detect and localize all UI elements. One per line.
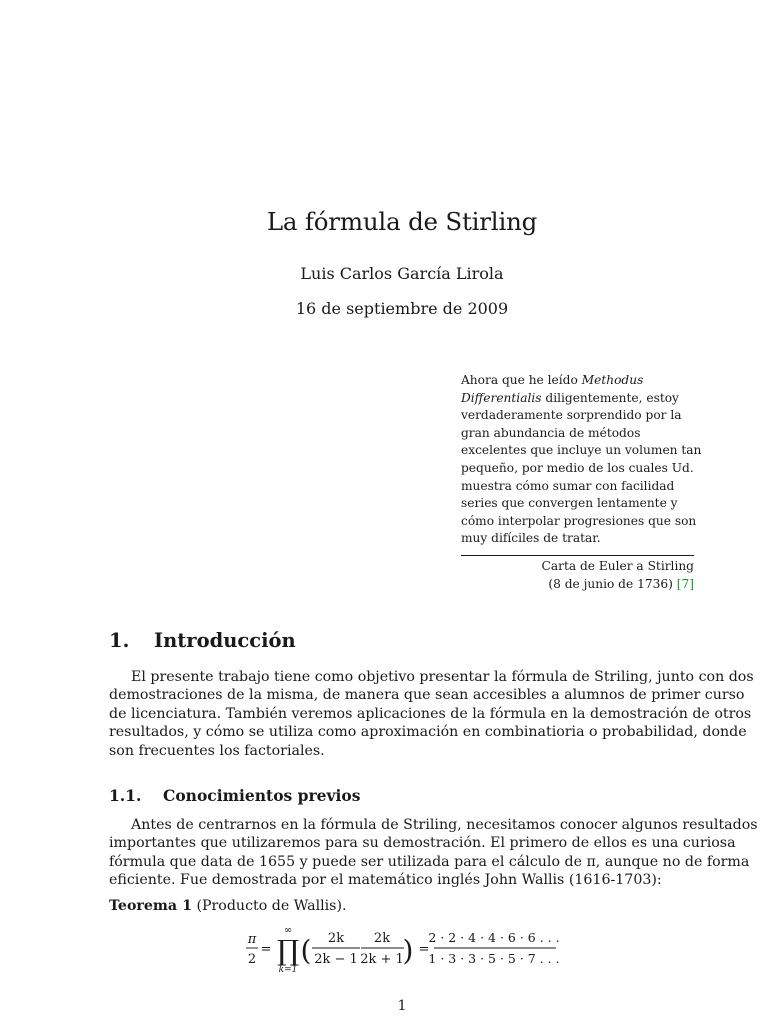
formula-lower-limit: k=1 xyxy=(278,965,298,973)
formula-den1: 2k − 1 xyxy=(314,952,358,967)
theorem-name: (Producto de Wallis). xyxy=(191,898,347,914)
section-title: Introducción xyxy=(154,629,296,652)
subsection-number: 1.1. xyxy=(109,786,142,805)
theorem-label: Teorema 1 xyxy=(109,898,192,914)
prerequisites-paragraph: Antes de centrarnos en la fórmula de Striling, necesitamos conocer algunos resultados importantes que utilizaremos para su demostración. El primero de ellos es una curiosa fórmula que data de 1655 y puede ser utilizada para el cálculo de π, aunque no de forma eficiente. Fue demostrada por el matemático inglés John Wallis (1616-1703): xyxy=(109,817,758,889)
formula-left-paren: ( xyxy=(300,934,312,967)
formula-upper-limit: ∞ xyxy=(283,925,293,936)
epigraph-line: gran abundancia de métodos xyxy=(461,425,641,440)
product-symbol: ∏ xyxy=(276,934,300,967)
wallis-product-formula xyxy=(244,925,564,973)
citation-link[interactable]: [7] xyxy=(676,576,694,591)
epigraph-line: muestra cómo sumar con facilidad xyxy=(461,478,675,493)
epigraph-quote xyxy=(461,372,702,548)
epigraph-line: series que convergen lentamente y xyxy=(461,496,678,511)
document-title: La fórmula de Stirling xyxy=(266,207,538,236)
formula-two: 2 xyxy=(247,952,257,967)
section-heading xyxy=(109,629,296,652)
formula-equals-2: = xyxy=(418,942,430,957)
formula-den2: 2k + 1 xyxy=(360,952,404,967)
page-number: 1 xyxy=(397,998,407,1014)
subsection-title: Conocimientos previos xyxy=(163,786,361,805)
epigraph-line: Ahora que he leído Methodus xyxy=(461,373,644,387)
book-title: Differentialis xyxy=(461,390,542,405)
epigraph-line: muy difíciles de tratar. xyxy=(461,531,601,546)
theorem-statement xyxy=(109,898,347,914)
document-author: Luis Carlos García Lirola xyxy=(300,264,504,283)
formula-num2: 2k xyxy=(373,931,391,946)
formula-equals-1: = xyxy=(260,942,272,957)
formula-rhs-den: 1 · 3 · 3 · 5 · 5 · 7 . . . xyxy=(428,951,560,966)
section-number: 1. xyxy=(109,629,130,652)
document-date: 16 de septiembre de 2009 xyxy=(295,299,509,318)
epigraph-divider xyxy=(461,555,694,556)
subsection-heading xyxy=(109,786,360,805)
epigraph-line: Differentialis diligentemente, estoy xyxy=(461,390,679,405)
formula-pi: π xyxy=(247,932,257,947)
epigraph-attribution: Carta de Euler a Stirling (8 de junio de 1736) [7] xyxy=(541,559,694,591)
epigraph-line: pequeño, por medio de los cuales Ud. xyxy=(461,460,694,475)
formula-num1: 2k xyxy=(327,931,345,946)
introduction-paragraph: El presente trabajo tiene como objetivo presentar la fórmula de Striling, junto con dos demostraciones de la misma, de manera que sean accesibles a alumnos de primer curso de licenciatura. También veremos aplicaciones de la fórmula en la demostración de otros resultados, y cómo se utiliza como aproximación en combinatioria o probabilidad, donde son frecuentes los factoriales. xyxy=(109,669,754,759)
epigraph-line: excelentes que incluye un volumen tan xyxy=(461,443,702,458)
book-title: Methodus xyxy=(581,373,644,387)
formula-rhs-num: 2 · 2 · 4 · 4 · 6 · 6 . . . xyxy=(428,930,560,945)
epigraph-line: cómo interpolar progresiones que son xyxy=(461,513,697,528)
formula-right-paren: ) xyxy=(402,934,414,967)
epigraph-line: verdaderamente sorprendido por la xyxy=(461,408,682,423)
